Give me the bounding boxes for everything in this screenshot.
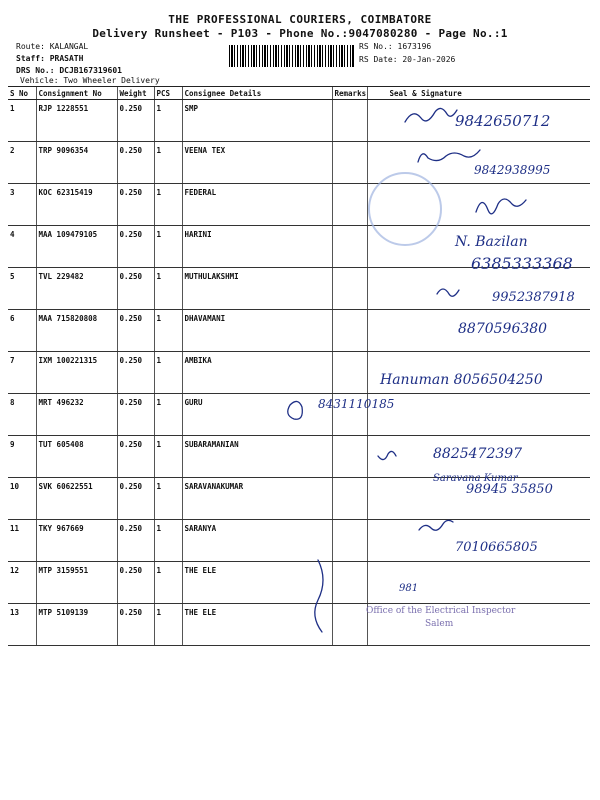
- cell-sno: 8: [8, 394, 36, 436]
- cell-consignee: GURU: [182, 394, 332, 436]
- col-consignment: Consignment No: [36, 87, 117, 100]
- signature-scribble: [288, 401, 303, 419]
- cell-pcs: 1: [154, 142, 182, 184]
- handwritten-name-4: N. Bazilan: [455, 234, 528, 250]
- cell-consignee: HARINI: [182, 226, 332, 268]
- cell-consignee: VEENA TEX: [182, 142, 332, 184]
- cell-pcs: 1: [154, 394, 182, 436]
- cell-sno: 2: [8, 142, 36, 184]
- cell-weight: 0.250: [117, 394, 154, 436]
- rs-number: RS No.: 1673196: [359, 42, 432, 51]
- cell-consignee: FEDERAL: [182, 184, 332, 226]
- cell-consignment: TVL 229482: [36, 268, 117, 310]
- cell-consignment: SVK 60622551: [36, 478, 117, 520]
- cell-weight: 0.250: [117, 142, 154, 184]
- signature-scribble: [419, 520, 453, 530]
- cell-pcs: 1: [154, 226, 182, 268]
- handwritten-phone-8: 8431110185: [318, 397, 395, 411]
- handwritten-phone-5: 9952387918: [492, 290, 575, 305]
- cell-consignee: THE ELE: [182, 604, 332, 646]
- cell-consignment: MAA 715820808: [36, 310, 117, 352]
- handwritten-phone-11: 7010665805: [455, 540, 538, 555]
- cell-consignee: THE ELE: [182, 562, 332, 604]
- office-stamp-line1: Office of the Electrical Inspector: [366, 606, 516, 616]
- cell-sno: 13: [8, 604, 36, 646]
- staff-label: Staff: PRASATH: [16, 54, 84, 63]
- cell-pcs: 1: [154, 184, 182, 226]
- cell-weight: 0.250: [117, 604, 154, 646]
- handwritten-phone-1: 9842650712: [455, 112, 551, 130]
- vehicle-label: Vehicle: Two Wheeler Delivery: [20, 76, 160, 85]
- cell-weight: 0.250: [117, 310, 154, 352]
- cell-consignee: DHAVAMANI: [182, 310, 332, 352]
- cell-pcs: 1: [154, 478, 182, 520]
- cell-pcs: 1: [154, 352, 182, 394]
- cell-consignment: TUT 605408: [36, 436, 117, 478]
- cell-consignment: TRP 9096354: [36, 142, 117, 184]
- cell-weight: 0.250: [117, 100, 154, 142]
- cell-consignee: SARANYA: [182, 520, 332, 562]
- cell-consignee: MUTHULAKSHMI: [182, 268, 332, 310]
- company-title: THE PROFESSIONAL COURIERS, COIMBATORE: [168, 13, 432, 26]
- cell-consignee: AMBIKA: [182, 352, 332, 394]
- signature-scribble: [418, 150, 480, 162]
- signature-scribble: [315, 560, 323, 632]
- cell-pcs: 1: [154, 436, 182, 478]
- cell-sno: 12: [8, 562, 36, 604]
- handwritten-mark-13: 981: [399, 583, 419, 594]
- route-label: Route: KALANGAL: [16, 42, 89, 51]
- handwritten-phone-9: 8825472397: [433, 446, 523, 462]
- cell-consignee: SMP: [182, 100, 332, 142]
- col-sno: S No: [8, 87, 36, 100]
- cell-weight: 0.250: [117, 562, 154, 604]
- cell-pcs: 1: [154, 310, 182, 352]
- col-consignee: Consignee Details: [182, 87, 332, 100]
- handwritten-name-10: Saravana Kumar: [433, 473, 518, 484]
- signature-scribble: [405, 108, 457, 122]
- cell-pcs: 1: [154, 100, 182, 142]
- cell-consignment: IXM 100221315: [36, 352, 117, 394]
- cell-consignment: TKY 967669: [36, 520, 117, 562]
- cell-weight: 0.250: [117, 520, 154, 562]
- cell-sno: 9: [8, 436, 36, 478]
- cell-weight: 0.250: [117, 478, 154, 520]
- col-weight: Weight: [117, 87, 154, 100]
- cell-weight: 0.250: [117, 436, 154, 478]
- cell-sno: 11: [8, 520, 36, 562]
- cell-weight: 0.250: [117, 226, 154, 268]
- cell-consignment: MRT 496232: [36, 394, 117, 436]
- cell-pcs: 1: [154, 562, 182, 604]
- col-seal-signature: Seal & Signature: [367, 87, 590, 100]
- signature-scribble: [378, 451, 396, 459]
- cell-weight: 0.250: [117, 184, 154, 226]
- cell-weight: 0.250: [117, 352, 154, 394]
- cell-pcs: 1: [154, 604, 182, 646]
- cell-weight: 0.250: [117, 268, 154, 310]
- cell-pcs: 1: [154, 520, 182, 562]
- signature-scribble: [476, 199, 526, 214]
- cell-sno: 4: [8, 226, 36, 268]
- cell-consignment: MAA 109479105: [36, 226, 117, 268]
- drs-number: DRS No.: DCJB167319601: [16, 66, 122, 75]
- cell-consignment: MTP 5109139: [36, 604, 117, 646]
- handwritten-name-phone-7: Hanuman 8056504250: [380, 372, 543, 388]
- cell-sno: 1: [8, 100, 36, 142]
- handwritten-phone-6: 8870596380: [458, 321, 548, 337]
- cell-sno: 10: [8, 478, 36, 520]
- handwritten-phone-2: 9842938995: [474, 163, 551, 177]
- office-stamp-line2: Salem: [425, 619, 454, 629]
- rs-date: RS Date: 20-Jan-2026: [359, 55, 456, 64]
- col-pcs: PCS: [154, 87, 182, 100]
- cell-sno: 3: [8, 184, 36, 226]
- handwritten-phone-4: 6385333368: [471, 254, 573, 273]
- cell-pcs: 1: [154, 268, 182, 310]
- cell-sno: 5: [8, 268, 36, 310]
- cell-consignment: MTP 3159551: [36, 562, 117, 604]
- cell-consignment: KOC 62315419: [36, 184, 117, 226]
- cell-consignee: SUBARAMANIAN: [182, 436, 332, 478]
- cell-consignee: SARAVANAKUMAR: [182, 478, 332, 520]
- col-remarks: Remarks: [332, 87, 367, 100]
- signature-scribble: [437, 289, 459, 296]
- runsheet-subtitle: Delivery Runsheet - P103 - Phone No.:9047080280 - Page No.:1: [92, 27, 508, 40]
- handwritten-phone-10: 98945 35850: [466, 482, 553, 497]
- cell-consignment: RJP 1228551: [36, 100, 117, 142]
- cell-sno: 6: [8, 310, 36, 352]
- cell-sno: 7: [8, 352, 36, 394]
